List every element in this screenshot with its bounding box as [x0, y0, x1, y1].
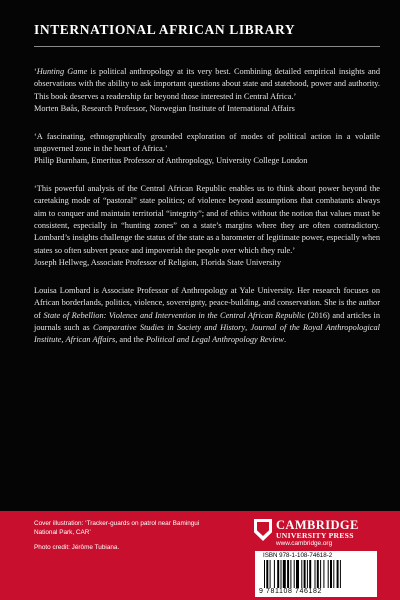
endorsement-quote-2: ‘A fascinating, ethnographically grounded exploration of modes of political action in a volatile ungoverned zone in the heart of Africa.’ [34, 131, 380, 154]
endorsement-quote-1: ‘Hunting Game is political anthropology at its very best. Combining detailed empirical insights and observations with the ability to ask important questions about state and statehood, power and authority. This book deserves a readership far beyond those interested in Central Africa.’ [34, 67, 380, 101]
publisher-subtitle: UNIVERSITY PRESS [276, 531, 354, 540]
cover-credits [34, 519, 204, 552]
cover-illustration-caption: Cover illustration: ‘Tracker-guards on patrol near Bamingui National Park, CAR’ [34, 520, 200, 536]
series-title: INTERNATIONAL AFRICAN LIBRARY [34, 22, 296, 37]
book-title-italic: Hunting Game [36, 67, 88, 76]
isbn-barcode [255, 551, 377, 597]
photo-credit: Photo credit: Jérôme Tubiana. [34, 544, 120, 551]
series-rule [34, 46, 380, 47]
publisher-logo [254, 519, 378, 548]
barcode-number: 9 781108 746182 [259, 588, 322, 595]
back-cover-text [34, 66, 380, 347]
publisher-name: CAMBRIDGE [276, 518, 359, 532]
author-bio: Louisa Lombard is Associate Professor of Anthropology at Yale University. Her research focuses on African borderlands, politics, violence, sovereignty, peace-building, and conservation. She is the author of State of Rebellion: Violence and Intervention in the Central African Republic (2016) and articles in journals such as Comparative Studies in Society and History, Journal of the Royal Anthropological Institute, African Affairs, and the Political and Legal Anthropology Review. [34, 285, 381, 345]
barcode-icon [264, 560, 368, 588]
crest-icon [254, 519, 272, 541]
endorsement-attribution-3: Joseph Hellweg, Associate Professor of Religion, Florida State University [34, 258, 282, 268]
isbn-label: ISBN 978-1-108-74618-2 [263, 552, 333, 559]
endorsement-quote-3: ‘This powerful analysis of the Central African Republic enables us to think about power beyond the caretaking mode of “pastoral” state politics; of violence beyond assumptions that combatants always aim to conquer and maintain territorial “integrity”; and of ethics without the notion that values must be consistent, especially in “hunting zones” on a state’s margins where they are often contradictory. Lombard’s insights challenge the status of the state as a barometer of legitimate power, especially when states so often subvert peace and impoverish the people over which they rule.’ [34, 183, 380, 255]
publisher-url: www.cambridge.org [276, 540, 333, 547]
endorsement-attribution-1: Morten Bøås, Research Professor, Norwegian Institute of International Affairs [34, 104, 295, 114]
endorsement-attribution-2: Philip Burnham, Emeritus Professor of Anthropology, University College London [34, 156, 308, 166]
